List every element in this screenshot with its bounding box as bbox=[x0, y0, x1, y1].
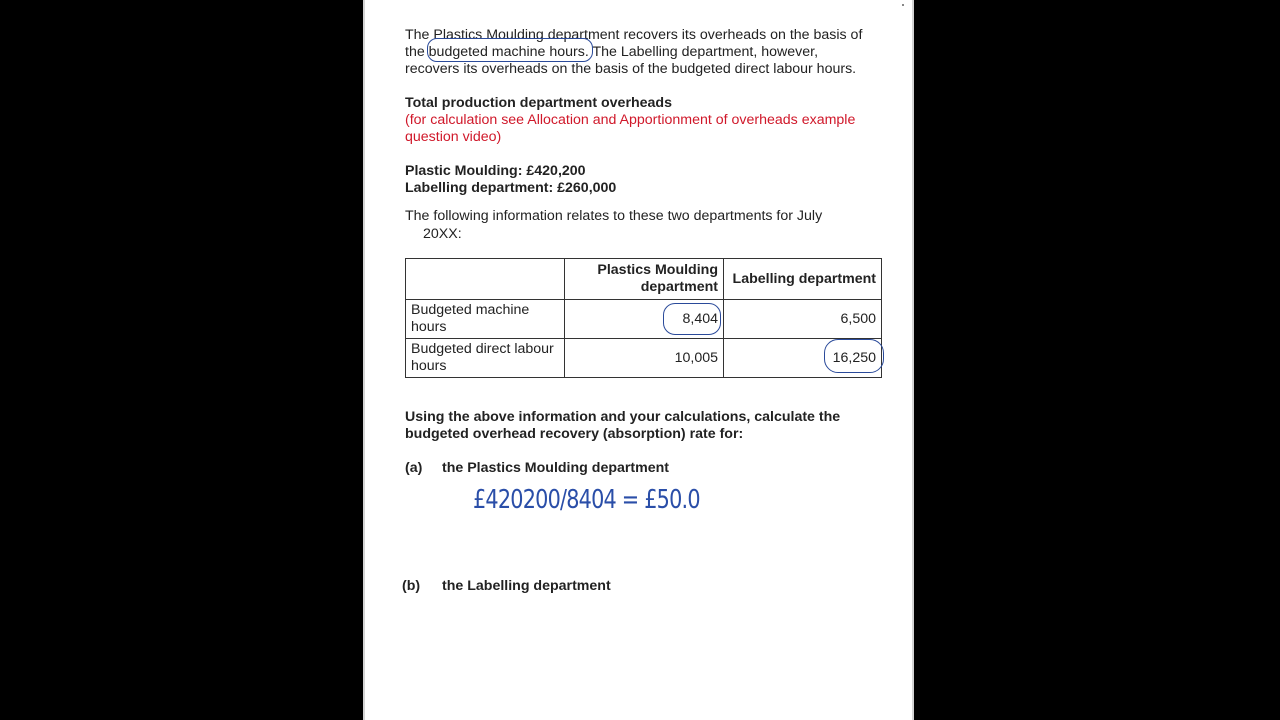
department-hours-table bbox=[405, 258, 882, 378]
question-line-2: budgeted overhead recovery (absorption) rate for: bbox=[405, 426, 744, 442]
table-header: Labelling department bbox=[724, 259, 882, 300]
table-header: Plastics Moulding department bbox=[565, 259, 724, 300]
overheads-heading: Total production department overheads bbox=[405, 95, 672, 111]
cell-labelling: 16,250 bbox=[724, 339, 882, 378]
question-line-1: Using the above information and your calculations, calculate the bbox=[405, 409, 841, 425]
highlight-circle-machine-hours bbox=[427, 38, 593, 62]
table-header-row bbox=[406, 259, 882, 300]
plastic-overheads: Plastic Moulding: £420,200 bbox=[405, 163, 586, 179]
highlight-circle-16250 bbox=[824, 339, 884, 373]
intro-line-2: the budgeted machine hours. The Labelling department, however, bbox=[405, 44, 819, 60]
table-header bbox=[406, 259, 565, 300]
overheads-note-1: (for calculation see Allocation and Apportionment of overheads example bbox=[405, 112, 856, 128]
intro-line-3: recovers its overheads on the basis of the budgeted direct labour hours. bbox=[405, 61, 857, 77]
row-label: Budgeted machine hours bbox=[406, 300, 565, 339]
table-row bbox=[406, 339, 882, 378]
cell-plastics: 10,005 bbox=[565, 339, 724, 378]
highlight-circle-8404 bbox=[663, 303, 721, 335]
part-b-label: (b) bbox=[402, 578, 421, 594]
table-row bbox=[406, 300, 882, 339]
info-line-1: The following information relates to these two departments for July bbox=[405, 208, 823, 224]
part-a-text: the Plastics Moulding department bbox=[442, 460, 670, 476]
part-b-text: the Labelling department bbox=[442, 578, 611, 594]
row-label: Budgeted direct labour hours bbox=[406, 339, 565, 378]
part-a-label: (a) bbox=[405, 460, 423, 476]
document-page bbox=[363, 0, 914, 720]
cell-plastics: 8,404 bbox=[565, 300, 724, 339]
overheads-note-2: question video) bbox=[405, 129, 502, 145]
info-line-2: 20XX: bbox=[423, 226, 462, 242]
handwritten-answer-a: £420200/8404 = £50.0 bbox=[473, 485, 700, 515]
labelling-overheads: Labelling department: £260,000 bbox=[405, 180, 617, 196]
intro-line-1: The Plastics Moulding department recovers its overheads on the basis of bbox=[405, 27, 863, 43]
cell-labelling: 6,500 bbox=[724, 300, 882, 339]
page-marker bbox=[902, 4, 904, 6]
